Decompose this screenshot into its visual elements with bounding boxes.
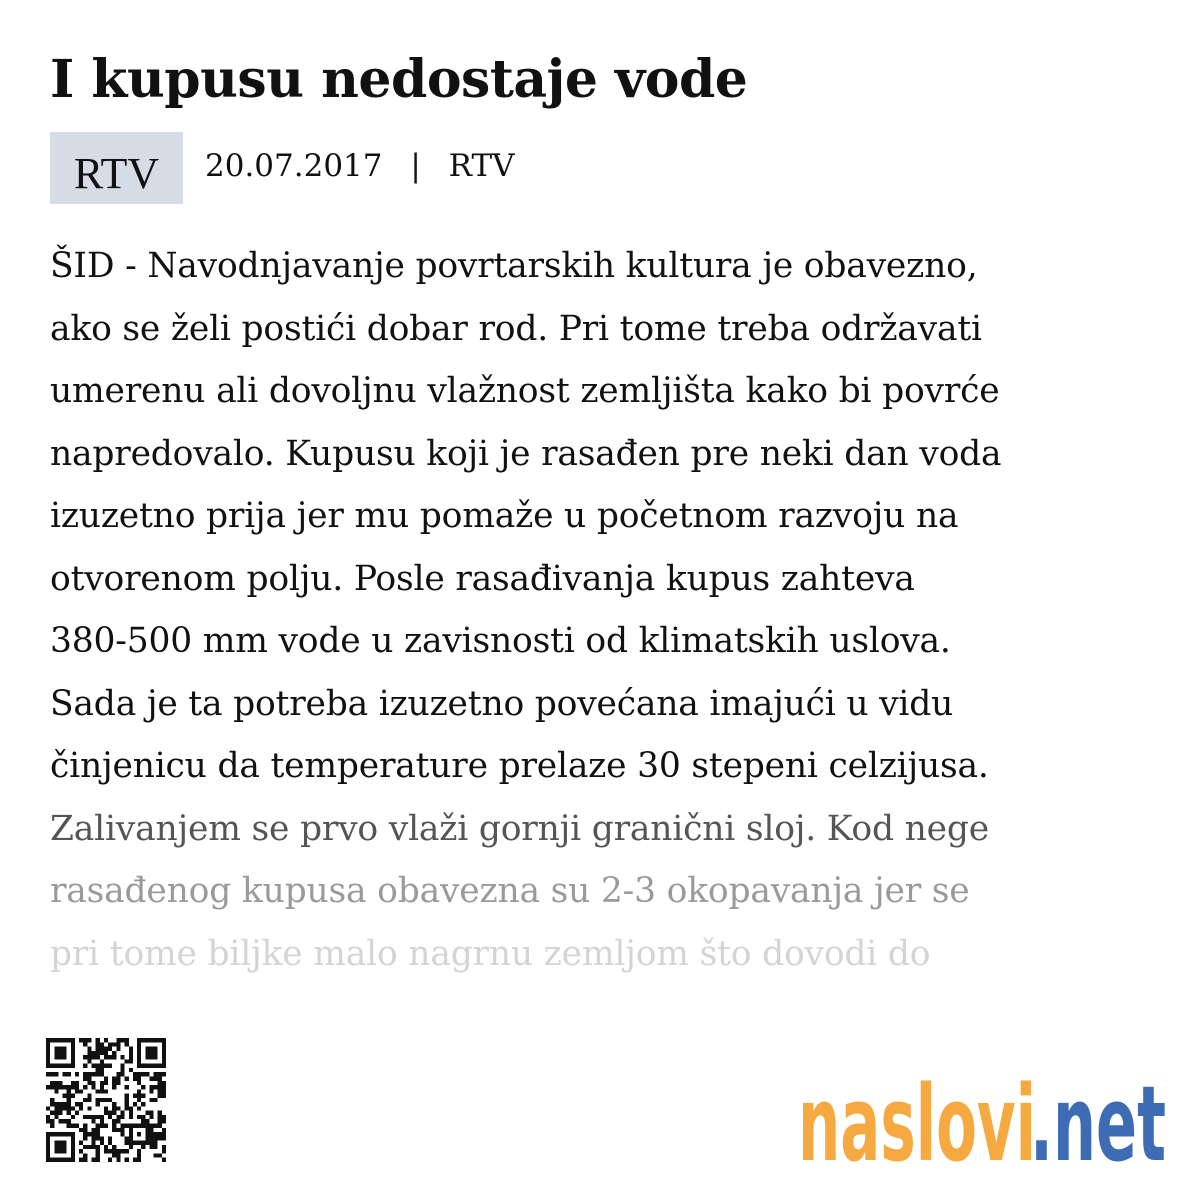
qr-code-icon bbox=[46, 1038, 166, 1162]
logo-text-net: .net bbox=[1030, 1063, 1166, 1185]
article-line: Zalivanjem se prvo vlaži gornji granični sloj. Kod nege bbox=[50, 808, 989, 849]
article-line: pri tome biljke malo nagrnu zemljom što dovodi do bbox=[50, 933, 931, 974]
article-line: činjenicu da temperature prelaze 30 stepeni celzijusa. bbox=[50, 746, 989, 786]
article-title: I kupusu nedostaje vode bbox=[50, 49, 748, 110]
logo-text-naslovi: naslovi bbox=[798, 1063, 1036, 1185]
article-line: Sada je ta potreba izuzetno povećana imajući u vidu bbox=[50, 683, 954, 724]
article-line: izuzetno prija jer mu pomaže u početnom razvoju na bbox=[50, 496, 959, 536]
meta-separator: | bbox=[410, 148, 421, 184]
article-body bbox=[50, 235, 1160, 985]
article-line: ŠID - Navodnjavanje povrtarskih kultura je obavezno, bbox=[50, 246, 978, 286]
naslovi-net-logo[interactable] bbox=[798, 1060, 1166, 1185]
article-line: rasađenog kupusa obavezna su 2-3 okopavanja jer se bbox=[50, 871, 970, 911]
article-line: umerenu ali dovoljnu vlažnost zemljišta kako bi povrće bbox=[50, 371, 1000, 411]
article-meta bbox=[50, 132, 515, 204]
meta-info bbox=[205, 146, 515, 186]
article-line: otvorenom polju. Posle rasađivanja kupus zahteva bbox=[50, 558, 915, 599]
source-badge: RTV bbox=[50, 132, 183, 204]
article-line: napredovalo. Kupusu koji je rasađen pre neki dan voda bbox=[50, 433, 1002, 474]
article-line: ako se želi postići dobar rod. Pri tome treba održavati bbox=[50, 308, 982, 349]
article-source: RTV bbox=[448, 148, 515, 184]
article-date: 20.07.2017 bbox=[205, 148, 383, 184]
article-line: 380-500 mm vode u zavisnosti od klimatskih uslova. bbox=[50, 621, 951, 661]
